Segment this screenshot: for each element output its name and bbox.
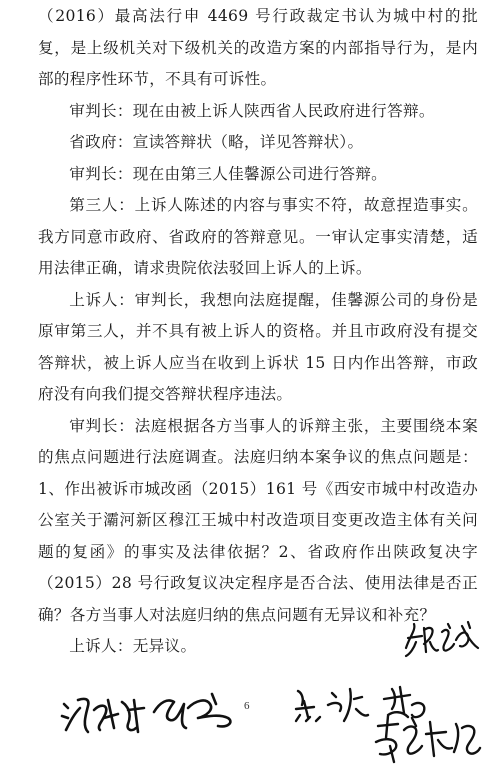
handwritten-signature-right-bottom (372, 712, 482, 764)
document-body (38, 1, 478, 663)
page-number: 6 (244, 700, 250, 712)
paragraph-third-party: 第三人：上诉人陈述的内容与事实不符，故意捏造事实。我方同意市政府、省政府的答辩意见。一审认定事实清楚，适用法律正确，请求贵院依法驳回上诉人的上诉。 (38, 196, 478, 277)
handwritten-signature-right-top (402, 618, 480, 660)
paragraph-presiding-judge-1: 审判长：现在由被上诉人陕西省人民政府进行答辩。 (69, 101, 435, 120)
paragraph-presiding-judge-3: 审判长：法庭根据各方当事人的诉辩主张，主要围绕本案的焦点问题进行法庭调查。法庭归纳本案争议的焦点问题是：1、作出被诉市城改函（2015）161 号《西安市城中村改造办公室关于灞河新区穆江王城中村改造项目变更改造主体有关问题的复函》的事实及法律依据？2、省政府作出陕政复决字（2015）28 号行政复议决定程序是否合法、使用法律是否正确？各方当事人对法庭归纳的焦点问题有无异议和补充？ (38, 416, 478, 624)
paragraph-case-citation: （2016）最高法行申 4469 号行政裁定书认为城中村的批复，是上级机关对下级机关的改造方案的内部指导行为，是内部的程序性环节，不具有可诉性。 (38, 7, 478, 88)
paragraph-presiding-judge-2: 审判长：现在由第三人佳馨源公司进行答辩。 (69, 164, 388, 183)
paragraph-provincial-government: 省政府：宣读答辩状（略，详见答辩状）。 (69, 133, 364, 151)
paragraph-appellant-1: 上诉人：审判长，我想向法庭提醒，佳馨源公司的身份是原审第三人，并不具有被上诉人的资格。并且市政府没有提交答辩状，被上诉人应当在收到上诉状 15 日内作出答辩，市政府没有向我们提交答辩状程序违法。 (38, 290, 478, 403)
handwritten-signature-left (58, 686, 240, 742)
paragraph-appellant-2: 上诉人：无异议。 (69, 637, 197, 655)
